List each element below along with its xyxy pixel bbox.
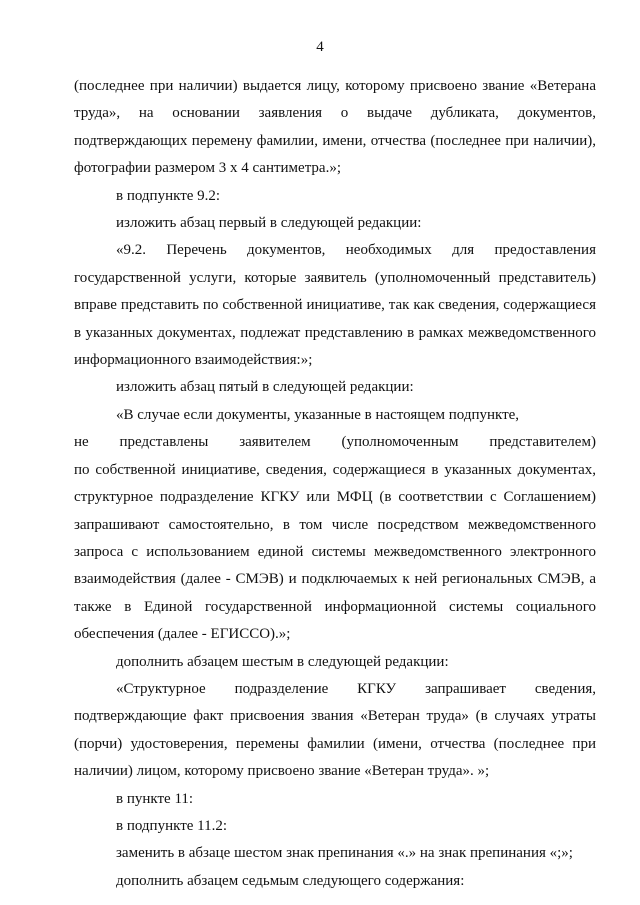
- paragraph-add-seventh: дополнить абзацем седьмым следующего содержания:: [116, 872, 465, 889]
- page-number: 4: [316, 39, 324, 55]
- paragraph-clause-11: в пункте 11:: [116, 790, 194, 807]
- word: (уполномоченным: [341, 434, 459, 451]
- paragraph-quote-sixth: «Структурное подразделение КГКУ запрашивает сведения, подтверждающие факт присвоения звания «Ветеран труда» (в случаях утраты (порчи) удостоверения, перемены фамилии (имени, отчества (последнее при наличии) лицом, которому присвоено звание «Ветеран труда». »;: [74, 680, 596, 780]
- paragraph-amend-first: изложить абзац первый в следующей редакции:: [116, 215, 422, 232]
- paragraph-quote-fifth-rest: по собственной инициативе, сведения, содержащиеся в указанных документах, структурное подразделение КГКУ или МФЦ (в соответствии с Соглашением) запрашивают самостоятельно, в том числе посредством межведомственного запроса с использованием единой системы межведомственного электронного взаимодействия (далее - СМЭВ) и подключаемых к ней региональных СМЭВ, а также в Единой государственной информационной системы социального обеспечения (далее - ЕГИССО).»;: [74, 461, 596, 643]
- paragraph-add-sixth: дополнить абзацем шестым в следующей редакции:: [116, 653, 449, 670]
- paragraph-replace-punctuation: заменить в абзаце шестом знак препинания «.» на знак препинания «;»;: [116, 845, 573, 862]
- paragraph-quote-9-2: «9.2. Перечень документов, необходимых для предоставления государственной услуги, которые заявитель (уполномоченный представитель) вправе представить по собственной инициативе, так как сведения, содержащиеся в указанных документах, подлежат представлению в рамках межведомственного информационного взаимодействия:»;: [74, 242, 596, 369]
- paragraph-subclause-11-2: в подпункте 11.2:: [116, 817, 228, 834]
- word: представителем): [489, 434, 596, 451]
- word: не: [74, 434, 89, 451]
- word: представлены: [119, 434, 209, 451]
- document-body: [74, 73, 596, 895]
- word: заявителем: [239, 434, 311, 451]
- paragraph-continuation: (последнее при наличии) выдается лицу, которому присвоено звание «Ветерана труда», на основании заявления о выдаче дубликата, документов, подтверждающих перемену фамилии, имени, отчества (последнее при наличии), фотографии размером 3 х 4 сантиметра.»;: [74, 78, 596, 177]
- paragraph-subclause-9-2: в подпункте 9.2:: [116, 187, 221, 204]
- paragraph-amend-fifth: изложить абзац пятый в следующей редакции:: [116, 379, 414, 396]
- paragraph-quote-fifth-start: «В случае если документы, указанные в настоящем подпункте,: [116, 406, 520, 423]
- paragraph-quote-fifth-line: [74, 429, 596, 456]
